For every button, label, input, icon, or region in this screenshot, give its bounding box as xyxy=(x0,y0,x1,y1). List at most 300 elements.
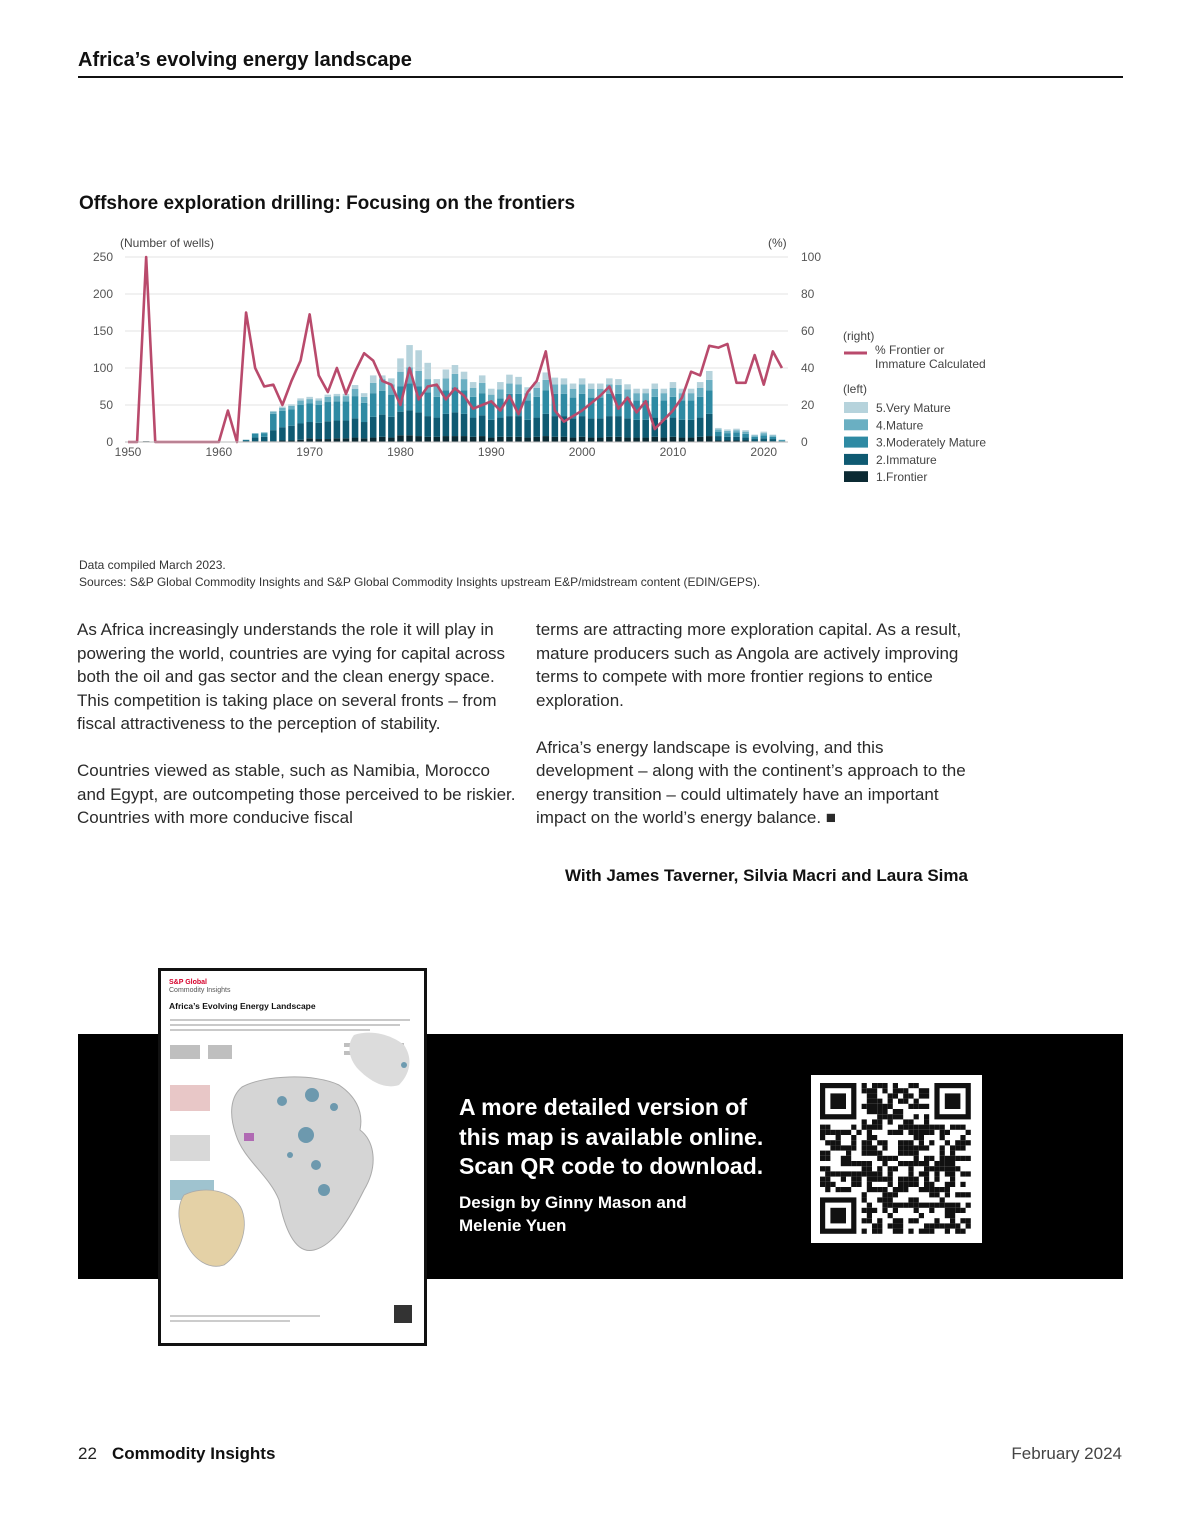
qr-module xyxy=(888,1213,893,1218)
bar-segment xyxy=(315,401,322,405)
bar-segment xyxy=(597,384,604,389)
bar-segment xyxy=(334,394,341,396)
y-left-tick-label: 250 xyxy=(92,250,113,264)
qr-module xyxy=(950,1177,955,1182)
bar-segment xyxy=(352,385,359,389)
bar-segment xyxy=(361,393,368,397)
bar-segment xyxy=(688,420,695,438)
bar-segment xyxy=(479,415,486,436)
qr-module xyxy=(851,1125,856,1130)
qr-module xyxy=(888,1119,893,1124)
qr-module xyxy=(924,1156,929,1161)
qr-finder-module xyxy=(945,1093,961,1109)
qr-module xyxy=(851,1145,856,1150)
qr-module xyxy=(893,1223,898,1228)
qr-module xyxy=(940,1166,945,1171)
qr-module xyxy=(893,1187,898,1192)
x-tick-label: 1970 xyxy=(296,445,323,459)
qr-module xyxy=(882,1156,887,1161)
qr-module xyxy=(966,1140,971,1145)
qr-module xyxy=(888,1223,893,1228)
qr-module xyxy=(877,1114,882,1119)
qr-module xyxy=(836,1145,841,1150)
article-paragraph: Africa’s energy landscape is evolving, and this development – along with the continent’s approach to the energy transition – could ultimately have an important impact on the world’s energy balance. ■ xyxy=(536,737,966,827)
y-right-tick-label: 40 xyxy=(801,361,815,375)
qr-module xyxy=(914,1161,919,1166)
bar-segment xyxy=(279,427,286,440)
legend-left-label: (left) xyxy=(843,382,867,396)
qr-module xyxy=(945,1161,950,1166)
qr-module xyxy=(950,1166,955,1171)
qr-module xyxy=(898,1161,903,1166)
bar-segment xyxy=(370,417,377,438)
bar-segment xyxy=(325,397,332,402)
africa-map-icon xyxy=(164,1015,421,1340)
qr-module xyxy=(862,1218,867,1223)
bar-segment xyxy=(379,437,386,442)
qr-module xyxy=(872,1171,877,1176)
qr-module xyxy=(877,1166,882,1171)
qr-module xyxy=(862,1166,867,1171)
qr-module xyxy=(893,1156,898,1161)
qr-module xyxy=(862,1197,867,1202)
qr-module xyxy=(836,1130,841,1135)
bar-segment xyxy=(552,437,559,442)
qr-module xyxy=(955,1125,960,1130)
y-right-tick-label: 80 xyxy=(801,287,815,301)
qr-module xyxy=(914,1099,919,1104)
bar-segment xyxy=(760,432,767,433)
qr-module xyxy=(950,1161,955,1166)
bar-segment xyxy=(288,426,295,441)
qr-module xyxy=(867,1130,872,1135)
bar-segment xyxy=(697,418,704,437)
qr-module xyxy=(825,1156,830,1161)
bar-segment xyxy=(533,437,540,442)
qr-module xyxy=(919,1130,924,1135)
bar-segment xyxy=(297,398,304,400)
qr-module xyxy=(888,1130,893,1135)
bar-segment xyxy=(733,432,740,436)
bar-segment xyxy=(515,437,522,442)
qr-module xyxy=(893,1130,898,1135)
bar-segment xyxy=(670,382,677,388)
legend-item-label: 1.Frontier xyxy=(876,470,928,482)
qr-module xyxy=(841,1156,846,1161)
map-poster-thumbnail[interactable] xyxy=(158,968,427,1346)
bar-segment xyxy=(506,437,513,442)
bar-segment xyxy=(688,389,695,393)
bar-segment xyxy=(633,393,640,400)
bar-segment xyxy=(343,421,350,439)
qr-module xyxy=(934,1177,939,1182)
qr-module xyxy=(924,1130,929,1135)
qr-module xyxy=(903,1177,908,1182)
qr-module xyxy=(872,1125,877,1130)
bar-segment xyxy=(770,435,777,436)
bar-segment xyxy=(651,437,658,442)
bar-segment xyxy=(588,384,595,389)
bar-segment xyxy=(733,429,740,430)
qr-module xyxy=(820,1166,825,1171)
bar-segment xyxy=(579,384,586,394)
qr-module xyxy=(940,1223,945,1228)
qr-module xyxy=(945,1166,950,1171)
bar-segment xyxy=(760,433,767,435)
qr-module xyxy=(893,1192,898,1197)
qr-module xyxy=(862,1151,867,1156)
bar-segment xyxy=(252,438,259,442)
legend-item-label: 2.Immature xyxy=(876,452,937,467)
qr-module xyxy=(882,1203,887,1208)
bar-segment xyxy=(779,440,786,441)
qr-finder-module xyxy=(830,1093,846,1109)
bar-segment xyxy=(543,390,550,414)
qr-module xyxy=(898,1218,903,1223)
y-right-tick-label: 100 xyxy=(801,250,822,264)
qr-module xyxy=(825,1125,830,1130)
qr-module xyxy=(940,1145,945,1150)
data-compiled-note: Data compiled March 2023. xyxy=(79,558,226,572)
qr-module xyxy=(867,1187,872,1192)
qr-module xyxy=(924,1119,929,1124)
qr-module xyxy=(836,1135,841,1140)
qr-module xyxy=(851,1135,856,1140)
qr-module xyxy=(903,1088,908,1093)
bar-segment xyxy=(343,438,350,442)
qr-module xyxy=(914,1197,919,1202)
bar-segment xyxy=(297,401,304,405)
bar-segment xyxy=(561,394,568,416)
qr-module xyxy=(903,1187,908,1192)
bar-segment xyxy=(306,399,313,403)
qr-module xyxy=(836,1140,841,1145)
qr-module xyxy=(940,1125,945,1130)
qr-module xyxy=(877,1187,882,1192)
qr-module xyxy=(960,1156,965,1161)
bar-segment xyxy=(361,403,368,422)
qr-module xyxy=(872,1223,877,1228)
bar-segment xyxy=(415,350,422,371)
qr-module xyxy=(919,1145,924,1150)
bar-segment xyxy=(443,414,450,436)
bar-segment xyxy=(742,432,749,434)
qr-module xyxy=(945,1208,950,1213)
qr-module xyxy=(872,1104,877,1109)
bar-segment xyxy=(606,394,613,416)
qr-module xyxy=(960,1145,965,1150)
bar-segment xyxy=(506,416,513,437)
x-tick-label: 2000 xyxy=(568,445,596,459)
bar-segment xyxy=(706,371,713,380)
qr-module xyxy=(898,1187,903,1192)
bar-segment xyxy=(742,430,749,431)
byline: With James Taverner, Silvia Macri and Laura Sima xyxy=(565,866,968,885)
qr-module xyxy=(924,1104,929,1109)
qr-module xyxy=(960,1229,965,1234)
qr-code[interactable] xyxy=(811,1075,982,1243)
bar-segment xyxy=(506,375,513,384)
bar-segment xyxy=(588,389,595,398)
bar-segment xyxy=(424,392,431,416)
qr-module xyxy=(882,1145,887,1150)
qr-module xyxy=(908,1166,913,1171)
thumb-title: Africa’s Evolving Energy Landscape xyxy=(169,1001,316,1011)
bar-segment xyxy=(370,375,377,382)
qr-module xyxy=(877,1125,882,1130)
qr-module xyxy=(877,1156,882,1161)
qr-module xyxy=(872,1109,877,1114)
qr-module xyxy=(955,1145,960,1150)
qr-module xyxy=(903,1140,908,1145)
bar-segment xyxy=(388,438,395,442)
qr-module xyxy=(898,1088,903,1093)
qr-module xyxy=(898,1229,903,1234)
bar-segment xyxy=(733,430,740,432)
bar-segment xyxy=(606,416,613,437)
bar-segment xyxy=(706,390,713,414)
qr-module xyxy=(888,1166,893,1171)
qr-module xyxy=(919,1161,924,1166)
qr-module xyxy=(882,1192,887,1197)
bar-segment xyxy=(670,437,677,442)
qr-module xyxy=(888,1099,893,1104)
qr-module xyxy=(950,1182,955,1187)
qr-module xyxy=(950,1203,955,1208)
qr-module xyxy=(950,1171,955,1176)
bar-segment xyxy=(606,437,613,442)
bar-segment xyxy=(688,401,695,420)
bar-segment xyxy=(751,435,758,436)
bar-segment xyxy=(270,430,277,441)
y-left-tick-label: 0 xyxy=(106,435,113,449)
qr-module xyxy=(966,1130,971,1135)
qr-module xyxy=(934,1218,939,1223)
bar-segment xyxy=(751,435,758,436)
qr-module xyxy=(950,1223,955,1228)
qr-module xyxy=(914,1156,919,1161)
bar-segment xyxy=(461,414,468,436)
y-left-tick-label: 200 xyxy=(92,287,113,301)
bar-segment xyxy=(633,438,640,442)
qr-module xyxy=(820,1130,825,1135)
qr-module xyxy=(966,1156,971,1161)
qr-module xyxy=(882,1208,887,1213)
qr-module xyxy=(903,1145,908,1150)
qr-module xyxy=(841,1177,846,1182)
qr-module xyxy=(914,1151,919,1156)
qr-module xyxy=(888,1171,893,1176)
qr-module xyxy=(914,1208,919,1213)
qr-module xyxy=(960,1135,965,1140)
bar-segment xyxy=(588,418,595,437)
bar-segment xyxy=(633,420,640,438)
qr-module xyxy=(882,1161,887,1166)
qr-module xyxy=(888,1156,893,1161)
bar-segment xyxy=(334,421,341,439)
bar-segment xyxy=(515,384,522,394)
qr-module xyxy=(836,1171,841,1176)
legend-item-label: 3.Moderately Mature xyxy=(876,435,987,450)
bar-segment xyxy=(452,412,459,436)
bar-segment xyxy=(279,408,286,411)
bar-segment xyxy=(470,388,477,397)
qr-module xyxy=(945,1171,950,1176)
bar-segment xyxy=(461,372,468,379)
qr-module xyxy=(914,1145,919,1150)
qr-module xyxy=(908,1145,913,1150)
qr-module xyxy=(825,1140,830,1145)
bar-segment xyxy=(615,385,622,394)
bar-segment xyxy=(642,420,649,438)
bar-segment xyxy=(470,437,477,442)
qr-module xyxy=(908,1182,913,1187)
qr-module xyxy=(830,1140,835,1145)
qr-module xyxy=(862,1145,867,1150)
qr-module xyxy=(908,1130,913,1135)
bar-segment xyxy=(352,396,359,418)
bar-segment xyxy=(379,391,386,415)
qr-module xyxy=(882,1088,887,1093)
qr-module xyxy=(882,1114,887,1119)
qr-module xyxy=(872,1151,877,1156)
qr-module xyxy=(960,1182,965,1187)
qr-module xyxy=(950,1151,955,1156)
qr-module xyxy=(929,1208,934,1213)
qr-module xyxy=(867,1135,872,1140)
bar-segment xyxy=(543,436,550,442)
qr-module xyxy=(955,1223,960,1228)
qr-module xyxy=(898,1125,903,1130)
qr-module xyxy=(888,1104,893,1109)
qr-module xyxy=(898,1140,903,1145)
bar-segment xyxy=(461,436,468,442)
bar-segment xyxy=(724,437,731,441)
bar-segment xyxy=(760,438,767,441)
bar-segment xyxy=(524,420,531,438)
qr-module xyxy=(867,1213,872,1218)
qr-module xyxy=(841,1130,846,1135)
bar-segment xyxy=(615,416,622,437)
bar-segment xyxy=(270,414,277,430)
bar-segment xyxy=(261,432,268,433)
qr-module xyxy=(820,1182,825,1187)
qr-module xyxy=(846,1187,851,1192)
bar-segment xyxy=(397,372,404,387)
qr-module xyxy=(945,1192,950,1197)
bar-segment xyxy=(651,384,658,389)
qr-module xyxy=(820,1135,825,1140)
y-right-tick-label: 60 xyxy=(801,324,815,338)
bar-segment xyxy=(606,378,613,384)
legend-swatch xyxy=(844,454,868,465)
issue-date: February 2024 xyxy=(1011,1444,1122,1463)
bar-segment xyxy=(488,420,495,438)
bar-segment xyxy=(370,438,377,442)
qr-module xyxy=(867,1099,872,1104)
bar-segment xyxy=(624,418,631,437)
bar-segment xyxy=(452,436,459,442)
qr-module xyxy=(877,1083,882,1088)
bar-segment xyxy=(597,438,604,442)
bar-segment xyxy=(715,429,722,431)
qr-module xyxy=(867,1166,872,1171)
bar-segment xyxy=(506,384,513,394)
qr-module xyxy=(872,1119,877,1124)
legend-line-label-1: % Frontier or xyxy=(875,343,945,357)
bar-segment xyxy=(443,369,450,378)
qr-module xyxy=(929,1125,934,1130)
bar-segment xyxy=(552,378,559,385)
bar-segment xyxy=(642,393,649,400)
y-right-tick-label: 0 xyxy=(801,435,808,449)
qr-module xyxy=(940,1130,945,1135)
bar-segment xyxy=(661,438,668,442)
bar-segment xyxy=(588,438,595,442)
qr-module xyxy=(945,1140,950,1145)
right-axis-unit: (%) xyxy=(768,236,787,250)
bar-segment xyxy=(579,378,586,384)
bar-segment xyxy=(243,440,250,441)
promo-credit: Design by Ginny Mason and Melenie Yuen xyxy=(459,1193,687,1235)
qr-module xyxy=(820,1177,825,1182)
bar-segment xyxy=(670,388,677,397)
qr-module xyxy=(924,1177,929,1182)
bar-segment xyxy=(543,414,550,436)
qr-module xyxy=(919,1104,924,1109)
bar-segment xyxy=(742,438,749,441)
qr-module xyxy=(898,1223,903,1228)
qr-module xyxy=(903,1161,908,1166)
qr-module xyxy=(851,1171,856,1176)
qr-module xyxy=(914,1130,919,1135)
promo-heading: A more detailed version of this map is available online. Scan QR code to download. xyxy=(459,1094,764,1179)
legend-swatch xyxy=(844,402,868,413)
qr-module xyxy=(825,1182,830,1187)
bar-segment xyxy=(343,396,350,401)
qr-module xyxy=(882,1197,887,1202)
qr-module xyxy=(825,1187,830,1192)
qr-module xyxy=(888,1203,893,1208)
bar-segment xyxy=(697,382,704,388)
qr-module xyxy=(882,1177,887,1182)
qr-module xyxy=(914,1114,919,1119)
qr-module xyxy=(872,1208,877,1213)
bar-segment xyxy=(697,388,704,397)
x-tick-label: 1960 xyxy=(205,445,233,459)
bar-segment xyxy=(597,398,604,419)
bar-segment xyxy=(706,380,713,390)
bar-segment xyxy=(388,417,395,438)
bar-segment xyxy=(570,418,577,437)
qr-module xyxy=(966,1203,971,1208)
publication-name: Commodity Insights xyxy=(112,1444,276,1463)
bar-segment xyxy=(706,436,713,442)
qr-module xyxy=(851,1140,856,1145)
qr-module xyxy=(841,1187,846,1192)
qr-module xyxy=(950,1145,955,1150)
bar-segment xyxy=(406,345,413,367)
qr-module xyxy=(830,1182,835,1187)
bar-segment xyxy=(470,418,477,437)
qr-module xyxy=(903,1182,908,1187)
qr-module xyxy=(934,1161,939,1166)
bar-segment xyxy=(533,418,540,437)
qr-module xyxy=(908,1083,913,1088)
qr-module xyxy=(893,1083,898,1088)
bar-segment xyxy=(751,437,758,439)
bar-segment xyxy=(779,441,786,442)
